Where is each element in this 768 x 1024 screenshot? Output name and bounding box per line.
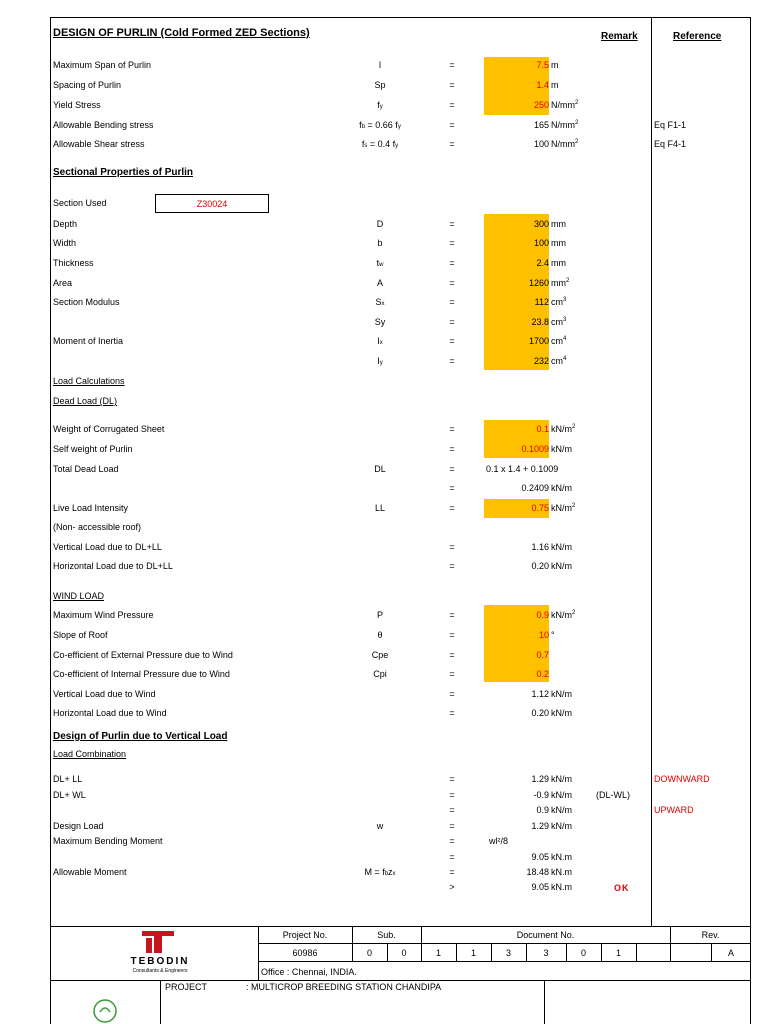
section-row-area [0, 277, 768, 291]
section-row-depth [0, 218, 768, 232]
row-unit: m [551, 60, 559, 70]
row-label: Vertical Load due to Wind [53, 689, 156, 699]
row-value: 0.2409 [521, 483, 549, 493]
page-title: DESIGN OF PURLIN (Cold Formed ZED Sections) [53, 27, 310, 39]
row-value: 0.7 [536, 650, 549, 660]
row-label: Allowable Shear stress [53, 139, 145, 149]
row-value: 18.48 [526, 867, 549, 877]
row-value: 1.4 [536, 80, 549, 90]
row-unit: mm [551, 238, 566, 248]
row-expression: wl²/8 [489, 836, 509, 846]
row-value: 0.20 [531, 561, 549, 571]
row-unit: $N/mm^2$ [551, 139, 579, 149]
design-row-dl-ll [0, 773, 768, 787]
row-symbol: DL [374, 464, 386, 474]
row-value: 232 [533, 356, 549, 366]
row-equals: = [449, 139, 455, 149]
row-label: Weight of Corrugated Sheet [53, 424, 165, 434]
design-row-allowable [0, 866, 768, 880]
row-equals: = [449, 542, 455, 552]
row-unit: $kN/m^2$ [551, 503, 576, 513]
wind-row-horizontal [0, 707, 768, 721]
row-label: Maximum Span of Purlin [53, 60, 152, 70]
row-label: Co-efficient of Internal Pressure due to Wind [53, 669, 230, 679]
row-value: 1.29 [531, 821, 549, 831]
row-value: 2.4 [536, 258, 549, 268]
row-symbol: Iy [377, 356, 383, 366]
row-equals: = [449, 630, 455, 640]
row-unit: kN/m [551, 790, 572, 800]
row-unit: ° [551, 630, 555, 640]
row-equals: = [449, 297, 455, 307]
row-symbol: tw [376, 258, 384, 268]
load-calc-heading: Load Calculations [53, 376, 125, 386]
input-row-span [0, 59, 768, 73]
doc-digit-2: 1 [470, 948, 476, 958]
row-value: 112 [534, 297, 549, 307]
row-value: 10 [538, 630, 549, 640]
load-row-live [0, 502, 768, 516]
row-value: 0.20 [531, 708, 549, 718]
row-symbol: fb = 0.66 fy [359, 120, 401, 130]
sub-digit-2: 0 [401, 948, 407, 958]
row-equals: = [449, 80, 455, 90]
section-used-label: Section Used [53, 198, 107, 208]
row-symbol: M = fbzx [364, 867, 396, 877]
design-row-dl-wl [0, 789, 768, 803]
row-label: Allowable Bending stress [53, 120, 154, 130]
input-row-yield [0, 99, 768, 113]
load-row-vertical [0, 541, 768, 555]
title-block-row-2 [258, 961, 751, 962]
row-value: 7.5 [536, 60, 549, 70]
row-equals: = [449, 774, 455, 784]
row-symbol: Sp [374, 80, 386, 90]
rev-value: A [727, 948, 734, 958]
design-row-check [0, 881, 768, 895]
project-no-value: 60986 [292, 948, 318, 958]
row-equals: = [449, 317, 455, 327]
row-equals: = [449, 790, 455, 800]
row-label: Live Load Intensity [53, 503, 129, 513]
row-symbol: fy [377, 100, 383, 110]
row-equals: = [449, 424, 455, 434]
row-label: Maximum Bending Moment [53, 836, 163, 846]
row-label: Allowable Moment [53, 867, 127, 877]
row-unit: kN/m [551, 805, 572, 815]
row-value: 100 [533, 139, 549, 149]
row-unit: kN.m [551, 882, 572, 892]
office-location: Office : Chennai, INDIA. [261, 967, 357, 977]
row-unit: $kN/m^2$ [551, 610, 576, 620]
wind-row-cpe [0, 649, 768, 663]
row-equals: = [449, 852, 455, 862]
title-block-top [50, 926, 751, 927]
row-expression: 0.1 x 1.4 + 0.1009 [486, 464, 559, 474]
row-equals: = [449, 610, 455, 620]
row-label: Total Dead Load [53, 464, 119, 474]
row-unit: $cm^4$ [551, 356, 567, 366]
row-value: 9.05 [531, 852, 549, 862]
row-symbol: P [376, 610, 383, 620]
row-label: Horizontal Load due to Wind [53, 708, 167, 718]
remark-downward: DOWNWARD [654, 774, 710, 784]
load-row-total [0, 463, 768, 477]
row-value: 1.12 [531, 689, 549, 699]
row-label: DL+ WL [53, 790, 86, 800]
row-value: 0.75 [531, 503, 549, 513]
tebodin-logo-icon [140, 929, 176, 955]
row-unit: $N/mm^2$ [551, 120, 579, 130]
doc-digit-4: 3 [543, 948, 549, 958]
row-label: Vertical Load due to DL+LL [53, 542, 162, 552]
row-label: Slope of Roof [53, 630, 108, 640]
row-value: 9.05 [531, 882, 549, 892]
title-block-row-1 [258, 943, 751, 944]
row-symbol: Ix [377, 336, 383, 346]
row-equals: = [449, 483, 455, 493]
row-equals: = [449, 120, 455, 130]
row-equals: = [449, 356, 455, 366]
row-equals: = [449, 503, 455, 513]
row-equals: = [449, 708, 455, 718]
row-value: 1260 [528, 278, 549, 288]
row-label: Depth [53, 219, 78, 229]
doc-digit-3: 3 [505, 948, 511, 958]
row-symbol: Sx [375, 297, 385, 307]
load-row-total-value [0, 482, 768, 496]
row-reference: Eq F4-1 [654, 139, 687, 149]
row-value: 1.29 [531, 774, 549, 784]
row-unit: mm [551, 258, 566, 268]
row-value: -0.9 [533, 790, 549, 800]
doc-digit-6: 1 [615, 948, 621, 958]
row-symbol: Cpi [373, 669, 387, 679]
project-no-label: Project No. [282, 930, 328, 940]
row-equals: = [449, 689, 455, 699]
company-name: TEBODIN [130, 956, 190, 967]
project-row-divider-right [544, 980, 545, 1024]
row-equals: = [449, 258, 455, 268]
section-used-value: Z30024 [196, 199, 228, 209]
input-row-spacing [0, 79, 768, 93]
row-equals: = [449, 100, 455, 110]
input-row-bending [0, 119, 768, 133]
row-unit: kN/m [551, 689, 572, 699]
section-row-modulus-x [0, 296, 768, 310]
sectional-heading: Sectional Properties of Purlin [53, 167, 194, 178]
row-unit: kN/m [551, 821, 572, 831]
row-symbol: LL [374, 503, 385, 513]
row-unit: $mm^2$ [551, 278, 570, 288]
wind-load-heading: WIND LOAD [53, 591, 105, 601]
row-value: 0.1 [536, 424, 549, 434]
live-load-note: (Non- accessible roof) [53, 522, 142, 532]
load-row-sheet [0, 423, 768, 437]
row-symbol: b [377, 238, 383, 248]
row-label: Thickness [53, 258, 94, 268]
row-equals: = [449, 238, 455, 248]
row-value: 165 [533, 120, 549, 130]
row-unit: kN/m [551, 483, 572, 493]
row-label: Horizontal Load due to DL+LL [53, 561, 173, 571]
row-value: 300 [533, 219, 549, 229]
row-label: Design Load [53, 821, 104, 831]
row-unit: $kN/m^2$ [551, 424, 576, 434]
design-row-dl-wl-abs [0, 804, 768, 818]
section-row-inertia-x [0, 335, 768, 349]
row-equals: = [449, 444, 455, 454]
row-equals: = [449, 867, 455, 877]
row-symbol: fs = 0.4 fy [361, 139, 399, 149]
document-no-label: Document No. [516, 930, 575, 940]
project-row-divider-left [160, 980, 161, 1024]
load-row-horizontal [0, 560, 768, 574]
input-row-shear [0, 138, 768, 152]
row-value: 100 [533, 238, 549, 248]
row-equals: = [449, 464, 455, 474]
row-label: Yield Stress [53, 100, 101, 110]
row-unit: kN/m [551, 542, 572, 552]
row-unit: mm [551, 219, 566, 229]
row-value: 1700 [528, 336, 549, 346]
load-combination-heading: Load Combination [53, 749, 127, 759]
row-unit: $N/mm^2$ [551, 100, 579, 110]
title-block-col-9 [636, 943, 637, 961]
row-unit: m [551, 80, 559, 90]
design-row-moment [0, 835, 768, 849]
design-heading: Design of Purlin due to Vertical Load [53, 731, 228, 742]
remark-heading: Remark [601, 31, 638, 42]
row-equals: = [449, 669, 455, 679]
row-value: 0.9 [536, 805, 549, 815]
row-value: 0.9 [536, 610, 549, 620]
row-equals: = [449, 278, 455, 288]
row-value: 0.2 [536, 669, 549, 679]
wind-row-vertical [0, 688, 768, 702]
section-row-inertia-y [0, 355, 768, 369]
doc-digit-5: 0 [580, 948, 586, 958]
row-label: Spacing of Purlin [53, 80, 122, 90]
wind-row-cpi [0, 668, 768, 682]
row-value: 0.1009 [521, 444, 549, 454]
project-value: : MULTICROP BREEDING STATION CHANDIPA [246, 982, 442, 992]
row-unit: kN/m [551, 561, 572, 571]
row-symbol: Sy [374, 317, 386, 327]
row-equals: = [449, 821, 455, 831]
section-row-thickness [0, 257, 768, 271]
row-symbol: θ [377, 630, 383, 640]
check-result: OK [614, 883, 630, 893]
sub-label: Sub. [377, 930, 396, 940]
row-unit: $cm^3$ [551, 317, 567, 327]
row-label: Section Modulus [53, 297, 120, 307]
sub-digit-1: 0 [366, 948, 372, 958]
row-label: Width [53, 238, 77, 248]
load-row-self [0, 443, 768, 457]
client-logo-icon [92, 998, 118, 1024]
row-equals: = [449, 650, 455, 660]
row-symbol: A [376, 278, 383, 288]
row-equals: = [449, 836, 455, 846]
row-label: Self weight of Purlin [53, 444, 133, 454]
remark-upward: UPWARD [654, 805, 694, 815]
row-equals: = [449, 219, 455, 229]
row-note: (DL-WL) [596, 790, 630, 800]
row-equals: = [449, 561, 455, 571]
wind-row-slope [0, 629, 768, 643]
reference-heading: Reference [673, 31, 722, 42]
company-subtitle: Consultants & Engineers [132, 968, 188, 974]
row-comparison: > [449, 882, 455, 892]
row-symbol: w [376, 821, 384, 831]
row-value: 250 [533, 100, 549, 110]
row-label: DL+ LL [53, 774, 83, 784]
rev-label: Rev. [701, 930, 720, 940]
wind-row-pressure [0, 609, 768, 623]
row-unit: kN/m [551, 708, 572, 718]
row-unit: kN/m [551, 774, 572, 784]
row-unit: $cm^3$ [551, 297, 567, 307]
row-value: 23.8 [531, 317, 549, 327]
row-value: 1.16 [531, 542, 549, 552]
row-unit: kN.m [551, 867, 572, 877]
row-symbol: Cpe [371, 650, 389, 660]
row-symbol: l [379, 60, 381, 70]
row-equals: = [449, 60, 455, 70]
row-label: Area [53, 278, 73, 288]
section-row-width [0, 237, 768, 251]
design-row-load [0, 820, 768, 834]
row-unit: $cm^4$ [551, 336, 567, 346]
design-row-moment-value [0, 851, 768, 865]
doc-digit-1: 1 [435, 948, 441, 958]
row-equals: = [449, 805, 455, 815]
row-unit: kN/m [551, 444, 572, 454]
row-equals: = [449, 336, 455, 346]
row-label: Maximum Wind Pressure [53, 610, 154, 620]
dead-load-heading: Dead Load (DL) [53, 396, 118, 406]
row-label: Co-efficient of External Pressure due to Wind [53, 650, 233, 660]
row-symbol: D [376, 219, 384, 229]
row-reference: Eq F1-1 [654, 120, 687, 130]
section-used-box[interactable] [155, 194, 269, 213]
row-label: Moment of Inertia [53, 336, 124, 346]
section-row-modulus-y [0, 316, 768, 330]
row-unit: kN.m [551, 852, 572, 862]
project-label: PROJECT [165, 982, 208, 992]
